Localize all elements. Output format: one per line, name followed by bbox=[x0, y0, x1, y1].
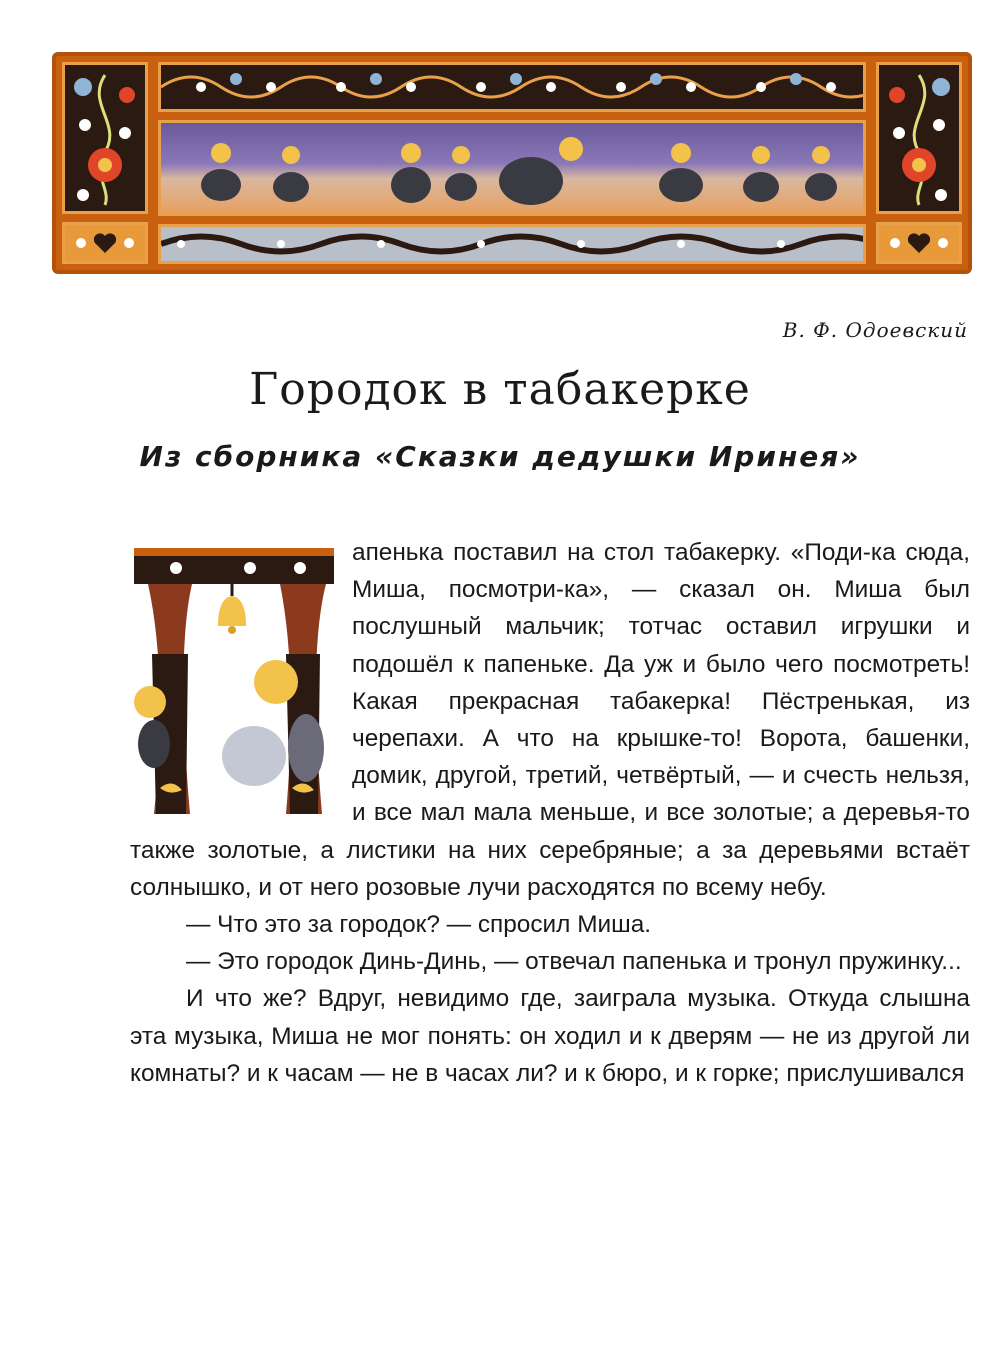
heart-icon bbox=[879, 225, 959, 261]
story-text bbox=[130, 534, 970, 1092]
story-title: Городок в табакерке bbox=[249, 364, 751, 415]
paragraph-4: И что же? Вдруг, невидимо где, заиграла музыка. Откуда слышна эта музыка, Миша не мог понять: он ходил и к дверям — не из другой ли комнаты? и к часам — не в часах ли? и к бюро, и к горке; прислушивался bbox=[130, 985, 970, 1087]
leaf-ornament-icon bbox=[161, 227, 863, 261]
top-ornament-strip bbox=[158, 62, 866, 112]
scroll-ornament-icon bbox=[161, 65, 863, 109]
bell-figures-illustration bbox=[161, 123, 863, 213]
dropcap-letter-p bbox=[130, 534, 348, 830]
paragraph-3: — Это городок Динь-Динь, — отвечал папенька и тронул пружинку... bbox=[186, 948, 962, 976]
story-subtitle: Из сборника «Сказки дедушки Иринея» bbox=[139, 440, 861, 473]
paragraph-2: — Что это за городок? — спросил Миша. bbox=[186, 911, 652, 939]
letter-p-illustration-icon bbox=[130, 534, 346, 824]
author-name: В. Ф. Одоевский bbox=[782, 318, 968, 342]
right-flower-panel bbox=[876, 62, 962, 214]
flower-icon bbox=[879, 65, 959, 211]
dancing-bells-scene bbox=[158, 120, 866, 216]
left-heart-corner bbox=[62, 222, 148, 264]
flower-icon bbox=[65, 65, 145, 211]
heart-icon bbox=[65, 225, 145, 261]
left-flower-panel bbox=[62, 62, 148, 214]
paragraph-1: апенька поставил на стол табакерку. «Поди-ка сюда, Миша, посмотри-ка», — сказал он. Миша был послушный мальчик; тотчас оставил игрушки и подошёл к папеньке. Да уж и было чего посмотреть! Какая прекрасная табакерка! Пёстренькая, из черепахи. А что на крышке-то! Ворота, башенки, домик, другой, третий, четвёртый, — и счесть нельзя, и все мал мала меньше, и все золотые; а деревья-то также золотые, а листики на них серебряные; а за деревьями встаёт солнышко, и от него розовые лучи расходятся по всему небу. bbox=[130, 539, 970, 901]
right-heart-corner bbox=[876, 222, 962, 264]
bottom-ornament-strip bbox=[158, 224, 866, 264]
header-banner-illustration bbox=[52, 52, 972, 274]
